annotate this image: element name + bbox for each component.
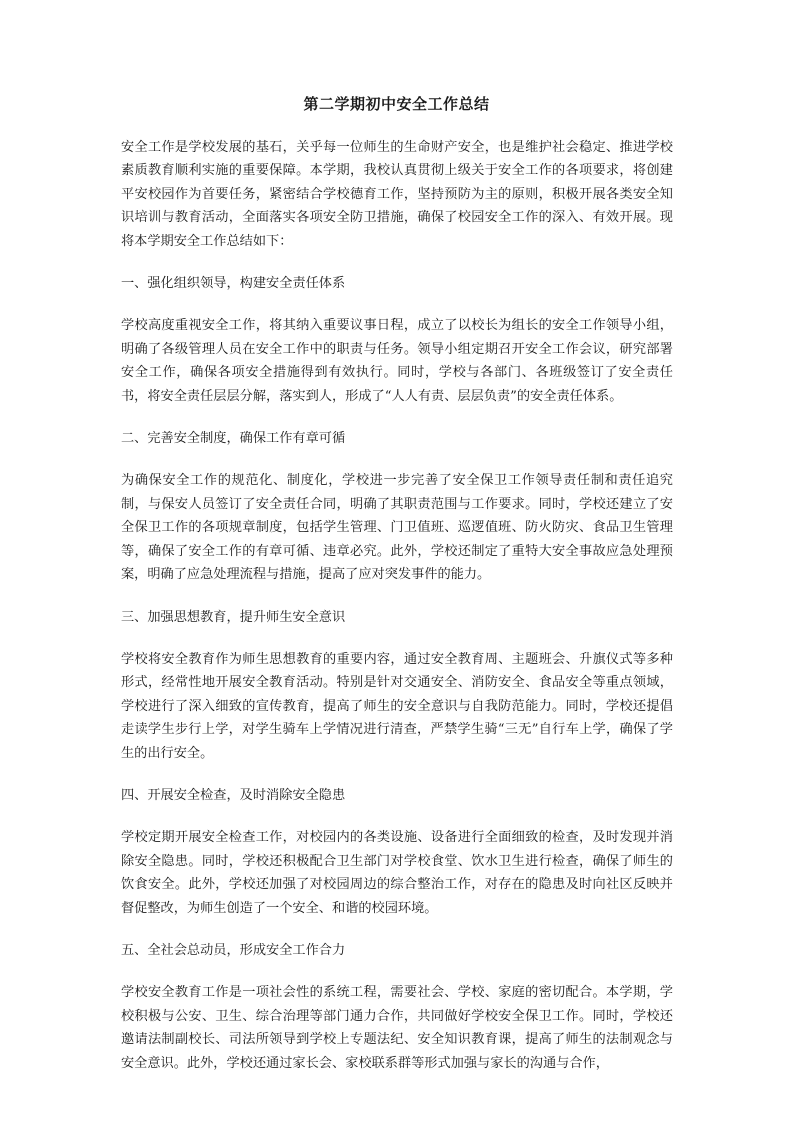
section-5-paragraph: 学校安全教育工作是一项社会性的系统工程，需要社会、学校、家庭的密切配合。本学期，学校积极与公安、卫生、综合治理等部门通力合作，共同做好学校安全保卫工作。同时，学校还邀请法制副校长、司法所领导到学校上专题法纪、安全知识教育课，提高了师生的法制观念与安全意识。此外，学校还通过家长会、家校联系群等形式加强与家长的沟通与合作， [121, 985, 673, 1071]
document-body [121, 136, 673, 1094]
section-2-heading: 二、完善安全制度，确保工作有章可循 [121, 431, 346, 447]
section-2-paragraph: 为确保安全工作的规范化、制度化，学校进一步完善了安全保卫工作领导责任制和责任追究制，与保安人员签订了安全责任合同，明确了其职责范围与工作要求。同时，学校还建立了安全保卫工作的各项规章制度，包括学生管理、门卫值班、巡逻值班、防火防灾、食品卫生管理等，确保了安全工作的有章可循、违章必究。此外，学校还制定了重特大安全事故应急处理预案，明确了应急处理流程与措施，提高了应对突发事件的能力。 [121, 473, 673, 583]
intro-paragraph: 安全工作是学校发展的基石，关乎每一位师生的生命财产安全，也是维护社会稳定、推进学校素质教育顺利实施的重要保障。本学期，我校认真贯彻上级关于安全工作的各项要求，将创建平安校园作为首要任务，紧密结合学校德育工作，坚持预防为主的原则，积极开展各类安全知识培训与教育活动，全面落实各项安全防卫措施，确保了校园安全工作的深入、有效开展。现将本学期安全工作总结如下： [121, 140, 673, 249]
section-4-paragraph: 学校定期开展安全检查工作，对校园内的各类设施、设备进行全面细致的检查，及时发现并消除安全隐患。同时，学校还积极配合卫生部门对学校食堂、饮水卫生进行检查，确保了师生的饮食安全。此外，学校还加强了对校园周边的综合整治工作，对存在的隐患及时向社区反映并督促整改，为师生创造了一个安全、和谐的校园环境。 [121, 830, 673, 916]
section-3-heading: 三、加强思想教育，提升师生安全意识 [121, 609, 346, 625]
section-4-heading: 四、开展安全检查，及时消除安全隐患 [121, 787, 346, 803]
section-5-heading: 五、全社会总动员，形成安全工作合力 [121, 942, 346, 958]
section-3-paragraph: 学校将安全教育作为师生思想教育的重要内容，通过安全教育周、主题班会、升旗仪式等多种形式，经常性地开展安全教育活动。特别是针对交通安全、消防安全、食品安全等重点领域，学校进行了深入细致的宣传教育，提高了师生的安全意识与自我防范能力。同时，学校还提倡走读学生步行上学，对学生骑车上学情况进行清查，严禁学生骑“三无”自行车上学，确保了学生的出行安全。 [121, 651, 673, 761]
section-1-heading: 一、强化组织领导，构建安全责任体系 [121, 276, 346, 292]
section-1-paragraph: 学校高度重视安全工作，将其纳入重要议事日程，成立了以校长为组长的安全工作领导小组，明确了各级管理人员在安全工作中的职责与任务。领导小组定期召开安全工作会议，研究部署安全工作，确保各项安全措施得到有效执行。同时，学校与各部门、各班级签订了安全责任书，将安全责任层层分解，落实到人，形成了“人人有责、层层负责”的安全责任体系。 [121, 318, 673, 404]
document-title: 第二学期初中安全工作总结 [303, 95, 490, 113]
